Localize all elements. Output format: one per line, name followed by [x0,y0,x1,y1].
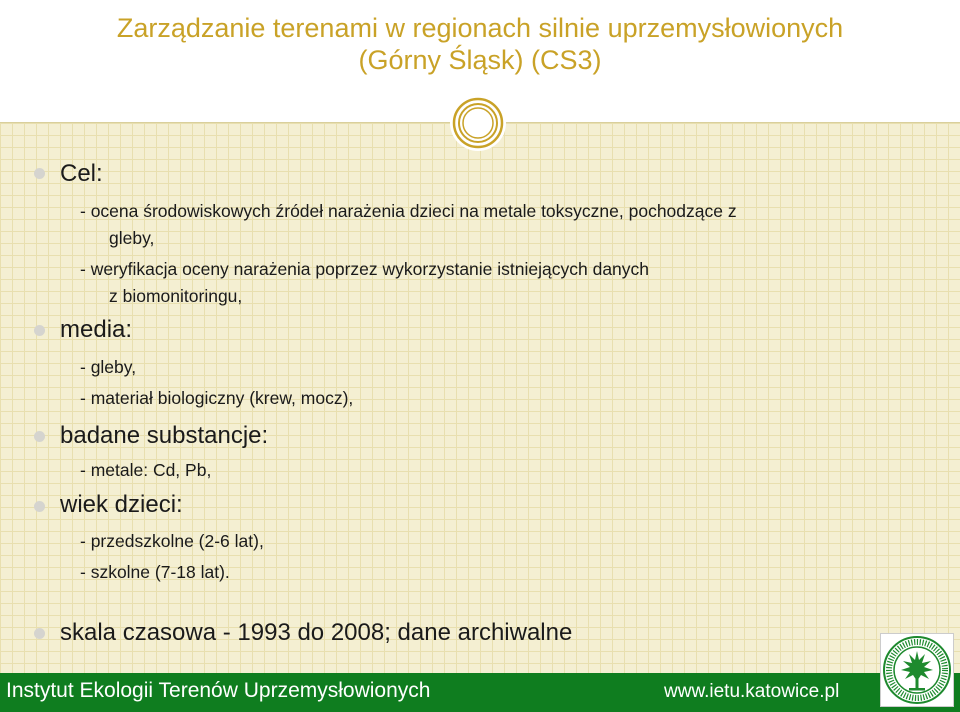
bullet-dot-icon [34,168,45,179]
bullet-heading: badane substancje: [60,422,269,449]
footer-bar [0,673,960,712]
goal-line-4: z biomonitoringu, [109,286,243,306]
bullet-dot-icon [34,628,45,639]
goal-line-2: gleby, [109,228,155,248]
media-line-2: - materiał biologiczny (krew, mocz), [80,388,354,408]
title-line-1: Zarządzanie terenami w regionach silnie uprzemysłowionych [116,13,844,43]
title-line-2: (Górny Śląsk) (CS3) [358,45,602,75]
ietu-logo-icon [881,634,953,706]
bullet-heading: skala czasowa - 1993 do 2008; dane archiwalne [60,619,573,646]
substances-line-1: - metale: Cd, Pb, [80,460,212,480]
footer-website-link[interactable]: www.ietu.katowice.pl [664,681,840,702]
bullet-heading: Cel: [60,160,103,187]
bullet-dot-icon [34,501,45,512]
age-line-2: - szkolne (7-18 lat). [80,562,230,582]
bullet-dot-icon [34,325,45,336]
footer-institute: Instytut Ekologii Terenów Uprzemysłowionych [6,679,431,702]
media-line-1: - gleby, [80,357,137,377]
bullet-heading: wiek dzieci: [60,491,183,518]
bullet-heading: media: [60,316,133,343]
age-line-1: - przedszkolne (2-6 lat), [80,531,264,551]
goal-line-3: - weryfikacja oceny narażenia poprzez wykorzystanie istniejących danych [80,259,650,279]
institute-logo [880,633,954,707]
bullet-dot-icon [34,431,45,442]
goal-line-1: - ocena środowiskowych źródeł narażenia dzieci na metale toksyczne, pochodzące z [80,201,737,221]
